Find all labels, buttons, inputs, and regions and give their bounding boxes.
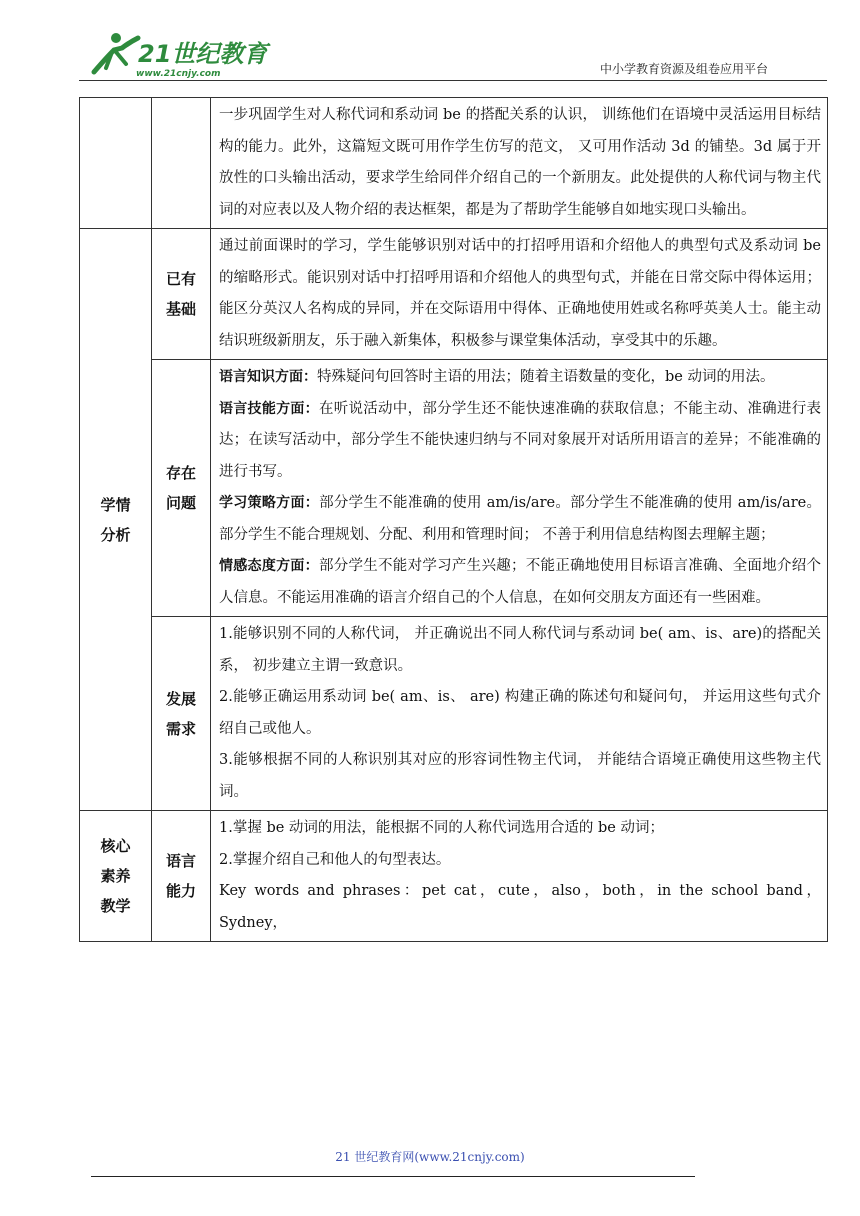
table-row	[80, 617, 828, 811]
analysis-continuation: 一步巩固学生对人称代词和系动词 be 的搭配关系的认识， 训练他们在语境中灵活运用目标结构的能力。此外，这篇短文既可用作学生仿写的范文， 又可用作活动 3d 的铺垫。3d 属于开放性的口头输出活动，要求学生给同伴介绍自己的一个新朋友。此处提供的人称代词与物主代词的对应表以及人物介绍的表达框架，都是为了帮助学生能够自如地实现口头输出。	[211, 98, 828, 229]
section-label-student-analysis: 学情 分析	[80, 229, 152, 811]
sub-label-problems: 存在 问题	[152, 360, 211, 617]
problems-text	[211, 360, 828, 617]
problem-learning-strategy: 学习策略方面：部分学生不能准确的使用 am/is/are。部分学生不能准确的使用 am/is/are。部分学生不能合理规划、分配、利用和管理时间； 不善于利用信息结构图去理解主题；	[219, 495, 821, 543]
lesson-table	[79, 97, 828, 942]
table-row	[80, 98, 828, 229]
site-logo	[86, 28, 306, 80]
problem-language-skills: 语言技能方面：在听说活动中，部分学生还不能快速准确的获取信息；不能主动、准确进行表达；在读写活动中，部分学生不能快速归纳与不同对象展开对话所用语言的差异；不能准确的进行书写。	[219, 400, 822, 480]
footer-link[interactable]: 21 世纪教育网(www.21cnjy.com)	[335, 1150, 525, 1164]
page-header	[0, 0, 860, 85]
section-label-core-literacy: 核心 素养 教学	[80, 811, 152, 942]
footer-divider	[91, 1176, 695, 1177]
existing-basis-text: 通过前面课时的学习，学生能够识别对话中的打招呼用语和介绍他人的典型句式及系动词 be 的缩略形式。能识别对话中打招呼用语和介绍他人的典型句式，并能在日常交际中得体运用；能区分英汉人名构成的异同，并在交际语用中得体、正确地使用姓或名称呼英美人士。能主动结识班级新朋友，乐于融入新集体，积极参与课堂集体活动，享受其中的乐趣。	[211, 229, 828, 360]
header-divider	[79, 80, 827, 81]
problem-attitude: 情感态度方面：部分学生不能对学习产生兴趣；不能正确地使用目标语言准确、全面地介绍个人信息。不能运用准确的语言介绍自己的个人信息，在如何交朋友方面还有一些困难。	[219, 558, 822, 606]
table-row	[80, 811, 828, 942]
logo-text: 21世纪教育	[138, 40, 268, 68]
problem-language-knowledge: 语言知识方面：特殊疑问句回答时主语的用法；随着主语数量的变化，be 动词的用法。	[219, 369, 775, 385]
sub-label-needs: 发展 需求	[152, 617, 211, 811]
language-ability-text: 1.掌握 be 动词的用法，能根据不同的人称代词选用合适的 be 动词； 2.掌握介绍自己和他人的句型表达。 Key words and phrases：pet cat，cute，also，both，in the school band，Sydney，	[211, 811, 828, 942]
key-words: Key words and phrases：pet cat，cute，also，both，in the school band，Sydney，	[219, 883, 821, 931]
platform-name: 中小学教育资源及组卷应用平台	[599, 62, 768, 76]
table-row	[80, 229, 828, 360]
need-item: 2.能够正确运用系动词 be( am、is、 are) 构建正确的陈述句和疑问句， 并运用这些句式介绍自己或他人。	[219, 689, 821, 737]
sub-label-language-ability: 语言 能力	[152, 811, 211, 942]
logo-url: www.21cnjy.com	[136, 69, 221, 79]
need-item: 1.能够识别不同的人称代词， 并正确说出不同人称代词与系动词 be( am、is、are)的搭配关系， 初步建立主谓一致意识。	[219, 626, 821, 674]
needs-text	[211, 617, 828, 811]
table-row	[80, 360, 828, 617]
sub-label-existing-basis: 已有 基础	[152, 229, 211, 360]
need-item: 3.能够根据不同的人称识别其对应的形容词性物主代词， 并能结合语境正确使用这些物主代词。	[219, 752, 821, 800]
